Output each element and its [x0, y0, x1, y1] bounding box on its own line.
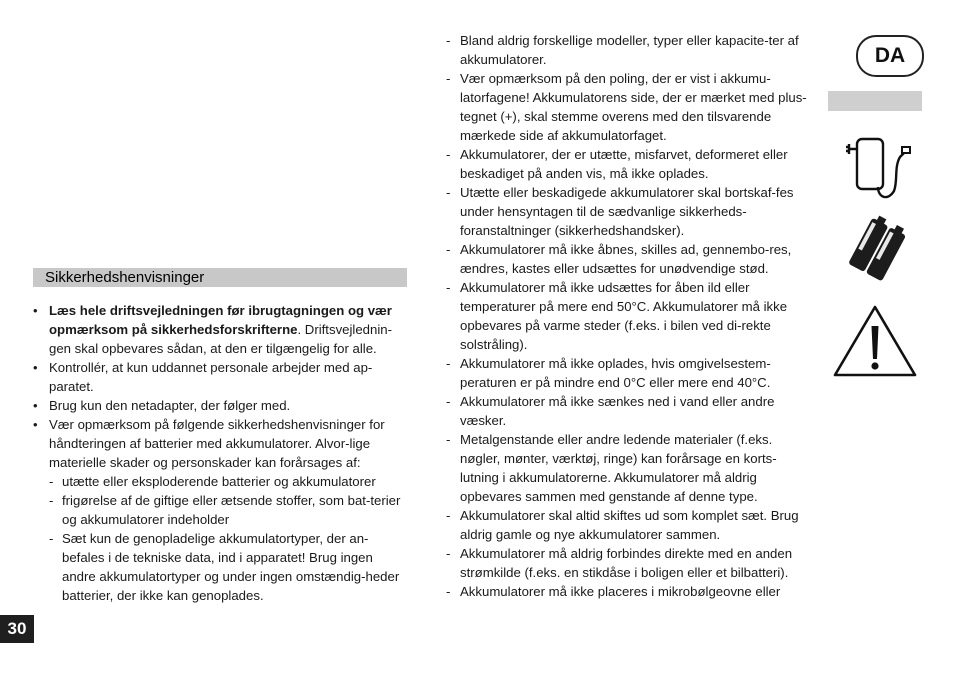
safety-section	[33, 268, 407, 605]
sub-list-item: - frigørelse af de giftige eller ætsende stoffer, som bat-terier og akkumulatorer indeholder	[49, 491, 407, 529]
list-item: - Akkumulatorer må ikke oplades, hvis omgivelsestem-peraturen er på mindre end 0°C eller mere end 40°C.	[446, 354, 810, 392]
list-item: - Utætte eller beskadigede akkumulatorer skal bortskaf-fes under hensyntagen til de sædvanlige sikkerheds-foranstaltninger (sikkerhedshandsker).	[446, 183, 810, 240]
list-item: - Bland aldrig forskellige modeller, typer eller kapacite-ter af akkumulatorer.	[446, 31, 810, 69]
list-item: - Akkumulatorer, der er utætte, misfarvet, deformeret eller beskadiget på anden vis, må ikke oplades.	[446, 145, 810, 183]
list-item: - Akkumulatorer må ikke åbnes, skilles ad, gennembo-res, ændres, kastes eller udsættes for unødvendige stød.	[446, 240, 810, 278]
section-title: Sikkerhedshenvisninger	[33, 268, 407, 287]
battery-safety-list	[446, 31, 810, 601]
list-item: - Metalgenstande eller andre ledende materialer (f.eks. nøgler, mønter, værktøj, ringe) kan forårsage en korts-lutning i akkumulatorerne. Akkumulatorer må aldrig opbevares sammen med genstande af denne type.	[446, 430, 810, 506]
item-text: . Driftsvejlednin-gen skal opbevares sådan, at den er tilgængelig for alle.	[49, 322, 393, 356]
item-text: Vær opmærksom på følgende sikkerhedshenvisninger for håndteringen af batterier med akkumulatorer. Alvor-lige materielle skader og personskader kan forårsages af:	[49, 417, 385, 470]
list-item: - Akkumulatorer må ikke udsættes for åben ild eller temperaturer på mere end 50°C. Akkumulatorer må ikke opbevares på varme steder (f.eks. i bilen ved di-rekte solstråling).	[446, 278, 810, 354]
warning-triangle-icon	[832, 304, 918, 378]
batteries-icon	[848, 214, 908, 286]
sub-list-item: - Sæt kun de genopladelige akkumulatortyper, der an-befales i de tekniske data, ind i apparatet! Brug ingen andre akkumulatortyper og under ingen omstændig-heder batterier, der ikke kan genoplades.	[49, 529, 407, 605]
sub-list	[49, 472, 407, 605]
language-badge: DA	[856, 35, 924, 77]
item-text: Brug kun den netadapter, der følger med.	[49, 398, 291, 413]
list-item	[33, 415, 407, 605]
sub-list-item: - utætte eller eksploderende batterier og akkumulatorer	[49, 472, 407, 491]
page-number: 30	[0, 615, 34, 643]
power-adapter-icon	[842, 133, 914, 203]
list-item: - Akkumulatorer skal altid skiftes ud som komplet sæt. Brug aldrig gamle og nye akkumulatorer sammen.	[446, 506, 810, 544]
list-item	[33, 301, 407, 358]
list-item: - Akkumulatorer må ikke placeres i mikrobølgeovne eller	[446, 582, 810, 601]
safety-bullet-list	[33, 301, 407, 605]
list-item: - Akkumulatorer må aldrig forbindes direkte med en anden strømkilde (f.eks. en stikdåse i boligen eller et bilbatteri).	[446, 544, 810, 582]
list-item	[33, 358, 407, 396]
bold-text: Læs hele driftsvejledningen før ibrugtagningen og vær opmærksom på sikkerhedsforskrifterne	[49, 303, 392, 337]
list-item	[33, 396, 407, 415]
list-item: - Akkumulatorer må ikke sænkes ned i vand eller andre væsker.	[446, 392, 810, 430]
dash-list	[446, 31, 810, 601]
item-text: Kontrollér, at kun uddannet personale arbejder med ap-paratet.	[49, 360, 373, 394]
gray-bar	[828, 91, 922, 111]
list-item: - Vær opmærksom på den poling, der er vist i akkumu-latorfagene! Akkumulatorens side, der er mærket med plus-tegnet (+), skal stemme overens med den tilsvarende mærkede side af akkumulatorfaget.	[446, 69, 810, 145]
